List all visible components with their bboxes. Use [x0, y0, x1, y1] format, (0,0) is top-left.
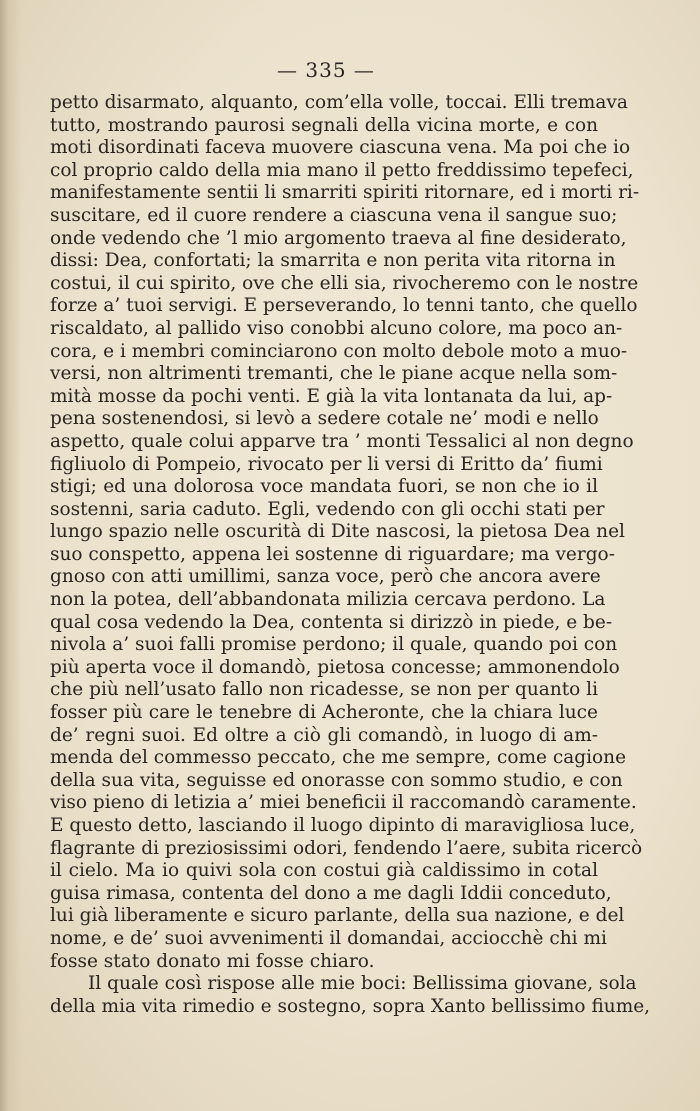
text-line: Il quale così rispose alle mie boci: Bellissima giovane, sola	[88, 973, 637, 995]
text-line: mità mosse da pochi venti. E già la vita lontanata da lui, ap-	[50, 385, 613, 407]
text-line: della mia vita rimedio e sostegno, sopra Xanto bellissimo fiume,	[50, 995, 651, 1017]
text-line: pena sostenendosi, si levò a sedere cotale ne’ modi e nello	[50, 408, 599, 430]
text-line: forze a’ tuoi servigi. E perseverando, lo tenni tanto, che quello	[50, 295, 638, 317]
text-line: E questo detto, lasciando il luogo dipinto di maravigliosa luce,	[50, 815, 636, 836]
text-line: riscaldato, al pallido viso conobbi alcuno colore, ma poco an-	[50, 317, 623, 339]
text-line: che più nell’usato fallo non ricadesse, se non per quanto li	[50, 679, 599, 701]
text-line: figliuolo di Pompeio, rivocato per li versi di Eritto da’ fiumi	[50, 453, 603, 475]
text-line: petto disarmato, alquanto, com’ella volle, toccai. Elli tremava	[50, 92, 628, 113]
text-line: dissi: Dea, confortati; la smarrita e non perita vita ritorna in	[50, 250, 616, 272]
text-line: il cielo. Ma io quivi sola con costui già caldissimo in cotal	[50, 860, 598, 882]
text-line: cora, e i membri cominciarono con molto debole moto a muo-	[50, 340, 628, 362]
text-line: menda del commesso peccato, che me sempre, come cagione	[50, 747, 627, 769]
text-line: lungo spazio nelle oscurità di Dite nascosi, la pietosa Dea nel	[50, 521, 625, 543]
text-line: versi, non altrimenti tremanti, che le piane acque nella som-	[50, 363, 618, 385]
text-line: suo conspetto, appena lei sostenne di riguardare; ma vergo-	[50, 543, 615, 565]
text-line: gnoso con atti umillimi, sanza voce, però che ancora avere	[50, 566, 601, 588]
text-line: sostenni, saria caduto. Egli, vedendo con gli occhi stati per	[50, 498, 605, 520]
text-line: de’ regni suoi. Ed oltre a ciò gli comandò, in luogo di am-	[50, 724, 598, 746]
text-line: flagrante di preziosissimi odori, fendendo l’aere, subita ricercò	[50, 837, 643, 859]
page-number: — 335 —	[277, 58, 375, 82]
binding-shadow	[0, 0, 22, 1111]
text-line: moti disordinati faceva muovere ciascuna vena. Ma poi che io	[50, 137, 631, 159]
text-line: manifestamente sentii li smarriti spiriti ritornare, ed i morti ri-	[50, 182, 640, 204]
text-line: nome, e de’ suoi avvenimenti il domandai, acciocchè chi mi	[50, 927, 607, 949]
text-line: suscitare, ed il cuore rendere a ciascuna vena il sangue suo;	[50, 204, 618, 226]
text-line: col proprio caldo della mia mano il petto freddissimo tepefeci,	[50, 159, 634, 181]
text-line: costui, il cui spirito, ove che elli sia, rivocheremo con le nostre	[50, 272, 639, 294]
text-line: della sua vita, seguisse ed onorasse con sommo studio, e con	[50, 769, 623, 791]
text-line: stigi; ed una dolorosa voce mandata fuori, se non che io il	[50, 476, 598, 498]
text-line: non la potea, dell’abbandonata milizia cercava perdono. La	[50, 589, 606, 611]
text-line: fosser più care le tenebre di Acheronte, che la chiara luce	[50, 702, 598, 724]
body-text	[50, 92, 651, 1018]
text-line: qual cosa vedendo la Dea, contenta si dirizzò in piede, e be-	[50, 611, 613, 633]
text-line: lui già liberamente e sicuro parlante, della sua nazione, e del	[50, 905, 625, 927]
text-line: onde vedendo che ’l mio argomento traeva al fine desiderato,	[50, 227, 627, 249]
text-line: nivola a’ suoi falli promise perdono; il quale, quando poi con	[50, 634, 618, 656]
text-line: tutto, mostrando paurosi segnali della vicina morte, e con	[50, 114, 598, 136]
text-line: più aperta voce il domandò, pietosa concesse; ammonendolo	[50, 656, 620, 678]
text-line: fosse stato donato mi fosse chiaro.	[50, 950, 375, 972]
text-line: aspetto, quale colui apparve tra ’ monti Tessalici al non degno	[50, 430, 634, 452]
text-line: guisa rimasa, contenta del dono a me dagli Iddii conceduto,	[50, 882, 612, 904]
text-line: viso pieno di letizia a’ miei beneficii il raccomandò caramente.	[50, 792, 637, 814]
